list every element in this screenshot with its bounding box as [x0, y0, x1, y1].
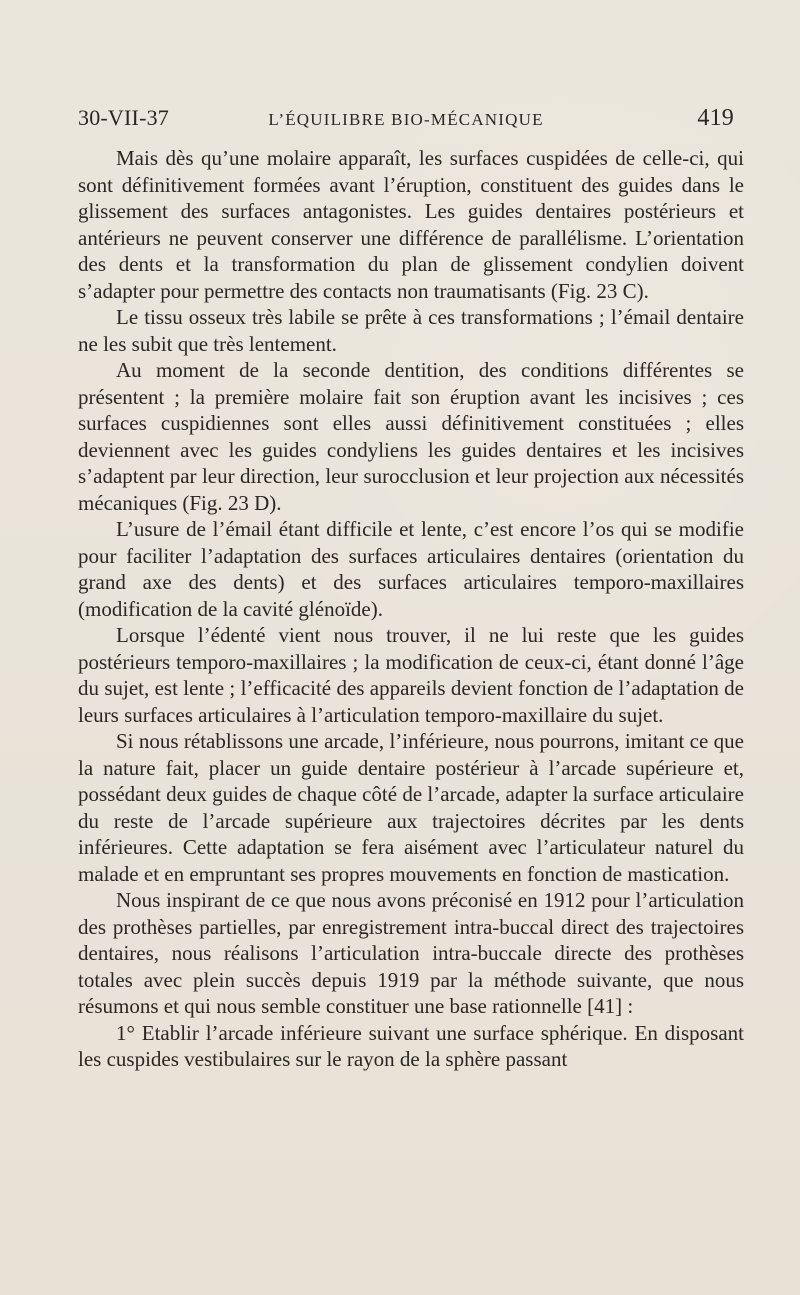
paragraph-4: L’usure de l’émail étant difficile et lente, c’est encore l’os qui se modifie pour faciliter l’adaptation des surfaces articulaires dentaires (orientation du grand axe des dents) et des surfaces articulaires temporo-maxillaires (modification de la cavité glénoïde).: [78, 517, 744, 621]
paragraph-5: Lorsque l’édenté vient nous trouver, il ne lui reste que les guides postérieurs temporo-maxillaires ; la modification de ceux-ci, étant donné l’âge du sujet, est lente ; l’efficacité des appareils devient fonction de l’adaptation de leurs surfaces articulaires à l’articulation temporo-maxillaire du sujet.: [78, 623, 744, 727]
paragraph-6: Si nous rétablissons une arcade, l’inférieure, nous pourrons, imitant ce que la nature fait, placer un guide dentaire postérieur à l’arcade supérieure et, possédant deux guides de chaque côté de l’arcade, adapter la surface articulaire du reste de l’arcade supérieure aux trajectoires décrites par les dents inférieures. Cette adaptation se fera aisément avec l’articulateur naturel du malade et en empruntant ses propres mouvements en fonction de mastication.: [78, 729, 744, 886]
paragraph-7: Nous inspirant de ce que nous avons préconisé en 1912 pour l’articulation des prothèses partielles, par enregistrement intra-buccal direct des trajectoires dentaires, nous réalisons l’articulation intra-buccale directe des prothèses totales avec plein succès depuis 1919 par la méthode suivante, que nous résumons et qui nous semble constituer une base rationnelle [41] :: [78, 888, 744, 1018]
paragraph-8: 1° Etablir l’arcade inférieure suivant une surface sphérique. En disposant les cuspides vestibulaires sur le rayon de la sphère passant: [78, 1020, 744, 1071]
running-header: [78, 102, 734, 134]
page-number: 419: [697, 105, 734, 131]
header-title: L’ÉQUILIBRE BIO-MÉCANIQUE: [268, 110, 544, 129]
header-date: 30-VII-37: [78, 105, 169, 130]
paragraph-1: Mais dès qu’une molaire apparaît, les surfaces cuspidées de celle-ci, qui sont définitivement formées avant l’éruption, constituent des guides dans le glissement des surfaces antagonistes. Les guides dentaires postérieurs et antérieurs ne peuvent conserver une différence de parallélisme. L’orientation des dents et la transformation du plan de glissement condylien doivent s’adapter pour permettre des contacts non traumatisants (Fig. 23 C).: [78, 146, 744, 303]
paragraph-3: Au moment de la seconde dentition, des conditions différentes se présentent ; la première molaire fait son éruption avant les incisives ; ces surfaces cuspidiennes sont elles aussi définitivement constituées ; elles deviennent avec les guides condyliens les guides dentaires et les incisives s’adaptent par leur direction, leur surocclusion et leur projection aux nécessités mécaniques (Fig. 23 D).: [78, 358, 744, 515]
page-body: [78, 145, 744, 1073]
paragraph-2: Le tissu osseux très labile se prête à ces transformations ; l’émail dentaire ne les subit que très lentement.: [78, 305, 744, 356]
